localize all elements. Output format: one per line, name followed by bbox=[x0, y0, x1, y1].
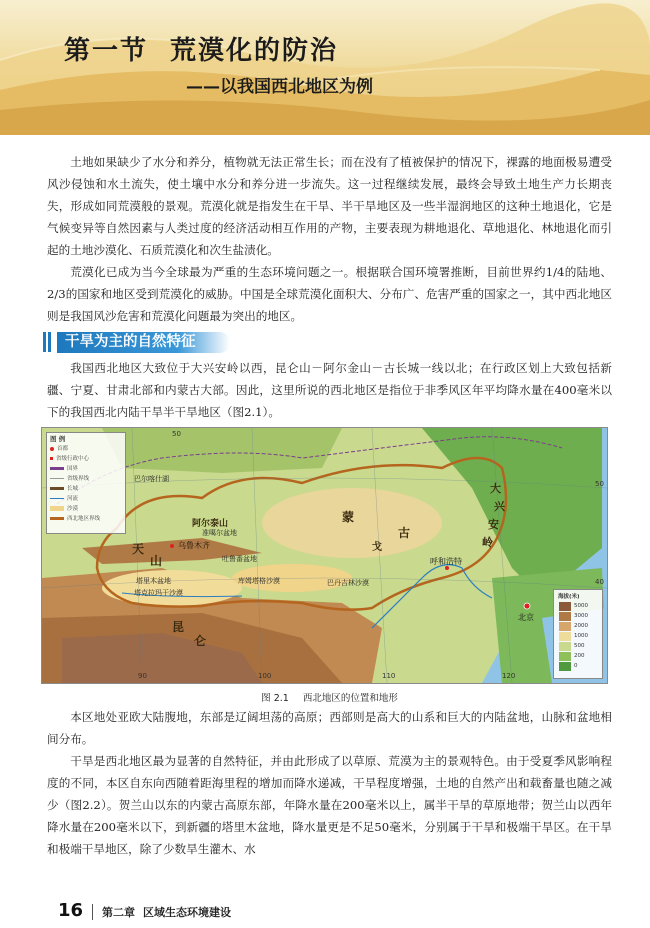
map-label-daxing-1: 大 bbox=[490, 482, 501, 495]
map-label-urumqi: 乌鲁木齐 bbox=[178, 541, 210, 550]
legend-item: 河流 bbox=[50, 494, 122, 503]
map-label-beijing: 北京 bbox=[518, 613, 534, 622]
chapter-label bbox=[102, 904, 231, 920]
elevation-value: 1000 bbox=[574, 633, 588, 639]
elevation-value: 3000 bbox=[574, 613, 588, 619]
section-number: 第一节 bbox=[64, 36, 149, 66]
map-label-tian: 天 bbox=[132, 542, 145, 556]
page-footer bbox=[0, 898, 650, 928]
elevation-swatch bbox=[559, 602, 571, 611]
section-title bbox=[64, 30, 338, 67]
elevation-swatch bbox=[559, 642, 571, 651]
map-label-kumtag: 库姆塔格沙漠 bbox=[238, 577, 280, 585]
map-label-tarim: 塔里木盆地 bbox=[136, 577, 171, 585]
chapter-banner bbox=[0, 0, 650, 135]
elevation-swatch bbox=[559, 632, 571, 641]
legend-item: 西北地区界线 bbox=[50, 514, 122, 523]
page-number: 16 bbox=[58, 900, 84, 921]
map-label-balkhash: 巴尔喀什湖 bbox=[134, 475, 169, 483]
desert-dunes-illustration bbox=[0, 0, 650, 135]
legend-item: 省级界线 bbox=[50, 474, 122, 483]
elevation-swatch bbox=[559, 662, 571, 671]
map-label-hohhot: 呼和浩特 bbox=[430, 557, 462, 566]
grid-label: 90 bbox=[138, 672, 147, 680]
legend-item: 沙漠 bbox=[50, 504, 122, 513]
elevation-value: 5000 bbox=[574, 603, 588, 609]
elevation-legend bbox=[553, 589, 603, 679]
map-label-gu: 古 bbox=[398, 526, 411, 540]
elevation-swatch bbox=[559, 652, 571, 661]
paragraph-1: 土地如果缺少了水分和养分，植物就无法正常生长；而在没有了植被保护的情况下，裸露的地面极易遭受风沙侵蚀和水土流失，使土壤中水分和养分进一步流失。这一过程继续发展，最终会导致土地生产力长期丧失，形成如同荒漠般的景观。荒漠化就是指发生在干旱、半干旱地区及一些半湿润地区的这种土地退化，它是气候变异等自然因素与人类过度的经济活动相互作用的产物，主要表现为耕地退化、草地退化、林地退化而引起的土地沙漠化、石质荒漠化和次生盐渍化。 bbox=[47, 155, 612, 257]
chapter-title: 区域生态环境建设 bbox=[143, 906, 231, 919]
paragraph-2: 荒漠化已成为当今全球最为严重的生态环境问题之一。根据联合国环境署推断，目前世界约1/4的陆地、2/3的国家和地区受到荒漠化的威胁。中国是全球荒漠化面积大、分布广、危害严重的国家之一，其中西北地区则是我国风沙危害和荒漠化问题最为突出的地区。 bbox=[47, 265, 612, 323]
map-label-daxing-3: 安 bbox=[488, 518, 499, 531]
map-label-altai: 阿尔泰山 bbox=[192, 519, 229, 529]
terrain-map bbox=[42, 428, 607, 683]
legend-item: 国界 bbox=[50, 464, 122, 473]
footer-divider bbox=[92, 904, 93, 920]
grid-label: 100 bbox=[258, 672, 272, 680]
grid-label: 110 bbox=[382, 672, 396, 680]
section-heading bbox=[43, 329, 612, 355]
elevation-value: 0 bbox=[574, 663, 578, 669]
grid-label: 120 bbox=[502, 672, 516, 680]
grid-label: 40 bbox=[595, 578, 604, 586]
legend-item: 首都 bbox=[50, 444, 122, 453]
map-label-kun: 昆 bbox=[172, 620, 185, 634]
map-label-turpan: 吐鲁番盆地 bbox=[222, 555, 257, 563]
paragraph-4: 本区地处亚欧大陆腹地，东部是辽阔坦荡的高原；西部则是高大的山系和巨大的内陆盆地，山脉和盆地相间分布。 bbox=[47, 710, 612, 746]
elevation-swatch bbox=[559, 612, 571, 621]
elevation-value: 200 bbox=[574, 653, 585, 659]
figure-number: 图 2.1 bbox=[261, 693, 289, 704]
map-label-daxing-2: 兴 bbox=[494, 500, 505, 513]
page-title: 荒漠化的防治 bbox=[170, 36, 339, 66]
paragraph-3: 我国西北地区大致位于大兴安岭以西，昆仑山－阿尔金山－古长城一线以北；在行政区划上大致包括新疆、宁夏、甘肃北部和内蒙古大部。因此，这里所说的西北地区是指位于非季风区年平均降水量在400毫米以下的我国西北内陆干旱半干旱地区（图2.1）。 bbox=[47, 361, 612, 419]
elevation-value: 2000 bbox=[574, 623, 588, 629]
legend-title: 图 例 bbox=[50, 435, 66, 443]
map-label-lun: 仑 bbox=[194, 634, 207, 648]
legend-item: 长城 bbox=[50, 484, 122, 493]
legend-item: 省级行政中心 bbox=[50, 454, 122, 463]
map-label-meng: 蒙 bbox=[342, 510, 355, 524]
map-label-badain: 巴丹吉林沙漠 bbox=[327, 579, 369, 587]
main-content bbox=[47, 151, 612, 860]
map-label-taklimakan: 塔克拉玛干沙漠 bbox=[134, 589, 183, 597]
grid-label: 50 bbox=[595, 480, 604, 488]
figure-map bbox=[41, 427, 608, 684]
elevation-swatch bbox=[559, 622, 571, 631]
elevation-title: 海拔(米) bbox=[558, 594, 580, 600]
figure-caption bbox=[47, 690, 612, 704]
section-heading-label: 干旱为主的自然特征 bbox=[57, 332, 230, 353]
map-legend bbox=[46, 432, 126, 534]
map-label-daxing-4: 岭 bbox=[482, 536, 493, 549]
map-label-jungar: 准噶尔盆地 bbox=[202, 529, 237, 537]
map-label-gobi: 戈 bbox=[372, 542, 382, 553]
paragraph-5: 干旱是西北地区最为显著的自然特征，并由此形成了以草原、荒漠为主的景观特色。由于受夏季风影响程度的不同，本区自东向西随着距海里程的增加而降水递减，干旱程度增强，土地的自然产出和载畜量也随之减少（图2.2）。贺兰山以东的内蒙古高原东部，年降水量在200毫米以上，属半干旱的草原地带；贺兰山以西年降水量在200毫米以下，到新疆的塔里木盆地，降水量更是不足50毫米，分别属于干旱和极端干旱区。在干旱和极端干旱地区，除了少数旱生灌木、水 bbox=[47, 754, 612, 856]
grid-label: 50 bbox=[172, 430, 181, 438]
elevation-value: 500 bbox=[574, 643, 585, 649]
page-subtitle: ——以我国西北地区为例 bbox=[186, 77, 373, 97]
heading-bars-icon bbox=[43, 332, 53, 356]
map-label-shan: 山 bbox=[150, 554, 163, 568]
figure-caption-text: 西北地区的位置和地形 bbox=[302, 693, 398, 704]
chapter-number: 第二章 bbox=[102, 906, 135, 919]
